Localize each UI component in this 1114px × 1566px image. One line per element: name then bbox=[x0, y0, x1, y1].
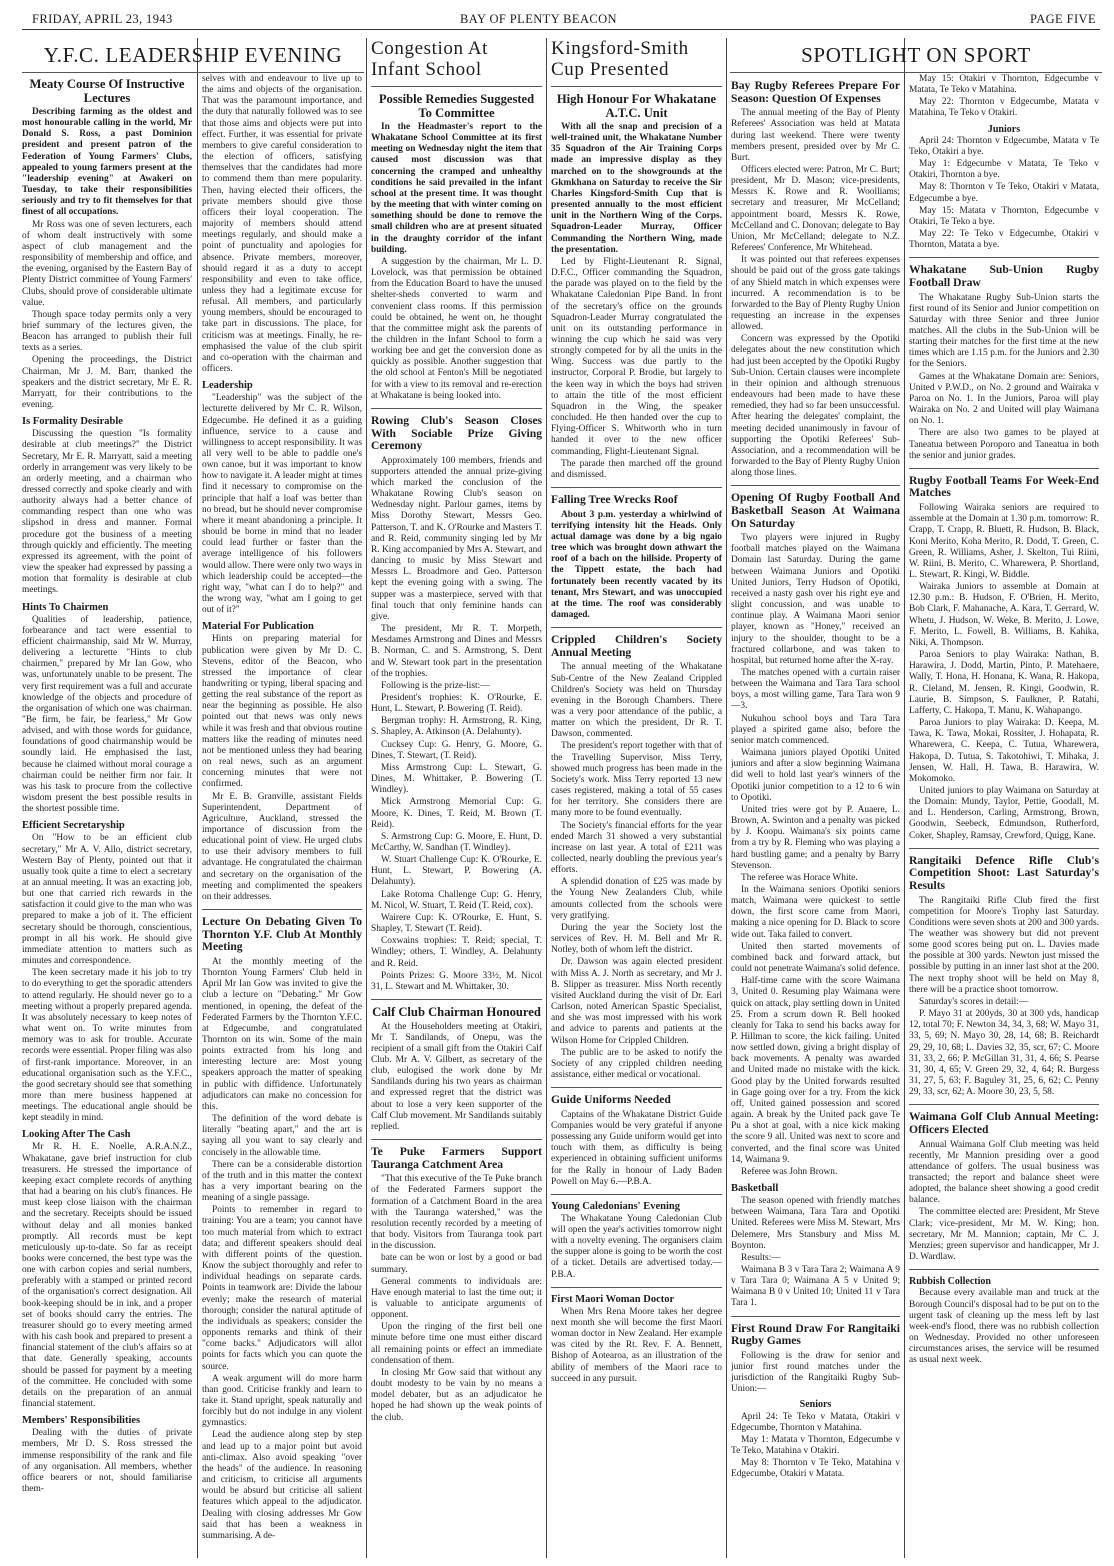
paragraph: Led by Flight-Lieutenant R. Signal, D.F.C., Officer commanding the Squadron, the parade was played on to the field by the Whakatane Caledonian Pipe Band. In front of the secretary's office on the grounds Squadron-Leader Murray congratulated the unit on its outstanding performance in winning the cup which he said was very strongly competed for by all the units in the Wing. Success was due partly to the instructor, Corporal P. Brodie, but largely to the keen way in which the boys had striven to attain the title of the most efficient Squadron in the Wing, the speaker concluded. He then handed over the cup to Flying-Officer S. Whitworth who in turn handed it over to the new officer commanding, Flight-Lieutenant Signal. bbox=[551, 256, 722, 457]
paragraph: Concern was expressed by the Opotiki delegates about the new constitution which had just been accepted by the Opotiki Rugby Sub-Union. Certain clauses were incomplete in their opinion and although strenuous endeavours had been made to have these remedied, they had so far been unsuccessful. After hearing the delegates' complaint, the meeting decided unanimously in favour of supporting the Opotiki Referees' Sub-Association, and a recommendation will be forwarded to the Bay of Plenty Rugby Union along those lines. bbox=[731, 334, 900, 479]
article-lead: In the Headmaster's report to the Whakatane School Committee at its first meeting on Wednesday night the item that caused most discussion was that concerning the cramped and unhealthy conditions he said prevailed in the infant school at the present time. It was thought by the meeting that with winter coming on something should be done to remove the small children who are at present situated in the draughty corridor of the infant building. bbox=[371, 122, 542, 255]
paragraph: Half-time came with the score Waimana 3, United 0. Resuming play Waimana were quick on attack, play settling down in United 25. From a scrum down R. Bell hooked cleanly for Taka to send his backs away for P. Hillman to score, the kick failing. United now settled down, giving a bright display of back movements. A penalty was awarded and United made no mistake with the kick. Good play by the United forwards resulted in Gage going over for a try. From the kick off, United gained possession and scored again. A break by the United pack gave Te Pu a shot at goal, with a nice kick making the score 9 all. United was next to score and converted, and the final score was United 14, Waimana 9. bbox=[731, 976, 900, 1165]
article-headline: Bay Rugby Referees Prepare For Season: Question Of Expenses bbox=[731, 79, 900, 105]
masthead bbox=[22, 10, 1100, 30]
paragraph: The matches opened with a curtain raiser between the Waimana and Tara Tara school boys, a most willing game, Tara Tara won 9—3. bbox=[731, 668, 900, 712]
article-headline: Crippled Children's Society Annual Meeting bbox=[551, 633, 722, 659]
paragraph: President's trophies: K. O'Rourke, E. Hunt, L. Stewart, P. Bowering (T. Reid). bbox=[371, 692, 542, 715]
grade-heading: Juniors bbox=[987, 123, 1021, 135]
article-headline: Guide Uniforms Needed bbox=[551, 1093, 671, 1107]
paragraph: Though space today permits only a very brief summary of the lectures given, the Beacon has arranged to publish their full texts as a series. bbox=[22, 309, 192, 354]
paragraph: Waimana juniors played Opotiki United juniors and after a slow beginning Waimana did well to hold last year's winners of the Opotiki junior competition to a 12 to 6 win to Opotiki. bbox=[731, 748, 900, 803]
paragraph: Two players were injured in Rugby football matches played on the Waimana Domain last Saturday. During the game between Waimana Juniors and Opotiki United Juniors, Terry Hudson of Opotiki, received a nasty gash over his right eye and slight concussion, and was unable to continue play. A Waimana Maori senior player, known as "Honey," received an injury to the shoulder, thought to be a fractured collarbone, and was taken to hospital, but returned home after the X-ray. bbox=[731, 533, 900, 666]
paragraph: The parade then marched off the ground and dismissed. bbox=[551, 458, 722, 480]
paragraph: Referee was John Brown. bbox=[741, 1166, 838, 1177]
column-3 bbox=[371, 38, 542, 1560]
paragraph: Because every available man and truck at the Borough Council's disposal had to be put on to the urgent task of cleaning up the mess left by last week-end's flood, there was no rubbish collection on Wednesday. Provided no other unforeseen circumstances arises, the service will be resumed as usual next week. bbox=[909, 1288, 1099, 1366]
paragraph: P. Mayo 31 at 200yds, 30 at 300 yds, handicap 12, total 70; F. Newton 34, 34, 3, 68; W. Mayo 31, 33, 5, 69; N. Mayo 30, 28, 14, 68; B. Reichardt 29, 29, 10, 68; L. Davies 32, 35, scr, 67; C. Moore 31, 33, 2, 66; P. McGillan 31, 31, 4, 66; S. Pearse 31, 30, 4, 65; V. Green 29, 32, 4, 64; R. Burgess 31, 27, 5, 63; F. Baguley 31, 25, 6, 62; C. Penny 29, 33, scr, 62; A. Moore 30, 23, 5, 58. bbox=[909, 1009, 1099, 1098]
subheading: Efficient Secretaryship bbox=[22, 820, 125, 832]
paragraph: Miss Armstrong Cup: L. Stewart, G. Dines, M. Whittaker, P. Bowering (T. Windley). bbox=[371, 762, 542, 796]
paragraph: The definition of the word debate is literally "beating apart," and the art is saying all you want to say clearly and concisely in the allowable time. bbox=[202, 1114, 362, 1158]
paragraph: April 24: Te Teko v Matata, Otakiri v Edgecumbe, Thornton v Matahina. bbox=[731, 1411, 900, 1433]
column-4 bbox=[551, 38, 722, 1560]
column-2 bbox=[202, 74, 362, 1560]
paragraph: At the Householders meeting at Otakiri, Mr T. Sandilands, of Onepu, was the recipient of a small gift from the Otakiri Calf Club. Mr A. V. Gilbert, as secretary of the club, eulogised the work done by Mr Sandilands during his two years as chairman and expressed regret that the district was about to lose a very keen supporter of the Calf Club movement. Mr Sandilands suitably replied. bbox=[371, 1021, 542, 1132]
paragraph: Mr E. B. Granville, assistant Fields Superintendent, Department of Agriculture, Auckland, stressed the importance of discussion from the educational point of view. He urged clubs to use their advisory members to full advantage. He congratulated the chairman and secretary on the organisation of the meeting and complimented the speakers on their addresses. bbox=[202, 791, 362, 902]
paragraph: May 15: Otakiri v Thornton, Edgecumbe v Matata, Te Teko v Matahina. bbox=[909, 74, 1099, 96]
paragraph: The Whakatane Young Caledonian Club will open the year's activities tomorrow night with a novelty evening. The organisers claim the supper alone is going to be worth the cost of a ticket. Details are advertised today.—P.B.A. bbox=[551, 1213, 722, 1280]
article-headline: First Round Draw For Rangitaiki Rugby Games bbox=[731, 1321, 900, 1348]
paragraph: Upon the ringing of the first bell one minute before time one must either discard all remaining points or effect an immediate condensation of them. bbox=[371, 1322, 542, 1366]
paragraph: Games at the Whakatane Domain are: Seniors, United v P.W.D., on No. 2 ground and Wairaka v Paroa on No. 1. In the Juniors, Paroa will play Wairaka on No. 2 and United will play Waimana on No. 1. bbox=[909, 371, 1099, 427]
paragraph: Qualities of leadership, patience, forbearance and tact were essential to efficient chairmanship, said Mr W. Murray, delivering a lecturette "Hints to club chairmen," prepared by Mr Ian Gow, who was, unfortunately unable to be present. The very first requirement was a full and accurate knowledge of the objects and procedure of the organisation of which one was chairman. "Be firm, be fair, be fearless," Mr Gow advised, and with those words for guidance, foundations of good chairmanship would be soundly laid. He emphasised the last, because he claimed without moral courage a chairman could be neither firm nor fair. It was his task to procure from the collective wisdom present the best possible results in the shortest possible time. bbox=[22, 614, 192, 815]
subheading: Is Formality Desirable bbox=[22, 416, 123, 428]
paragraph: Wairere Cup: K. O'Rourke, E. Hunt, S. Shapley, T. Stewart (T. Reid). bbox=[371, 912, 542, 935]
article-headline: Waimana Golf Club Annual Meeting: Officers Elected bbox=[909, 1110, 1099, 1136]
subheading: Members' Responsibilities bbox=[22, 1415, 141, 1427]
paragraph: S. Armstrong Cup: G. Moore, E. Hunt, D. McCarthy, W. Sandhan (T. Windley). bbox=[371, 831, 542, 853]
paragraph: "Leadership" was the subject of the lecturette delivered by Mr C. R. Wilson, Edgecumbe. He defined it as a guiding influence, service to a cause and willingness to accept responsibility. It was all very well to be able to paddle one's own canoe, but it was important to know how to navigate it. A leader might at times find it necessary to compromise on the principle that half a loaf was better than no bread, but he should never compromise where it meant abandoning a principle. It should be borne in mind that no leader could lead further or faster than the average intelligence of his followers would allow. There were only two ways in which leadership could be accepted—the right way, "what can I do to help?" and the wrong way, "what am I going to get out of it?" bbox=[202, 393, 362, 616]
paragraph: May 22: Thornton v Edgecumbe, Matata v Matahina, Te Teko v Otakiri. bbox=[909, 97, 1099, 119]
paragraph: The keen secretary made it his job to try to do everything to get the sporadic attenders to attend regularly. He should never go to a meeting without a properly prepared agenda. It was absolutely necessary to keep notes of what went on. To write minutes from memory was to ask for trouble. Accurate records were essential. Proper filing was also of first-rank importance. Moreover, in an educational organisation such as the Y.F.C., the good secretary should see that something more than mere business happened at meetings. The educational angle should be kept steadily in mind. bbox=[22, 968, 192, 1124]
paragraph: Nukuhou school boys and Tara Tara played a spirited game also, before the senior match commenced. bbox=[731, 713, 900, 746]
paragraph: May 22: Te Teko v Edgecumbe, Otakiri v Thornton, Matata a bye. bbox=[909, 229, 1099, 251]
paragraph: There can be a considerable distortion of the truth and in this matter the context has a very important bearing on the meaning of a single passage. bbox=[202, 1159, 362, 1204]
article-headline: Meaty Course Of Instructive Lectures bbox=[29, 77, 185, 105]
paragraph: A weak argument will do more harm than good. Criticise frankly and learn to take it. Stand upright, speak naturally and forcibly but do not indulge in any violent gymnastics. bbox=[202, 1373, 362, 1429]
paragraph: May 1: Edgecumbe v Matata, Te Teko v Otakiri, Thornton a bye. bbox=[909, 159, 1099, 181]
paragraph: United then started movements of combined back and forward attack, but could not penetrate Waimana's solid defence. bbox=[731, 941, 900, 975]
column-6 bbox=[909, 74, 1099, 1560]
paragraph: Dealing with the duties of private members, Mr D. S. Ross stressed the immense responsibility of the rank and file of any organisation. All members, whether office bearers or not, should familiarise them- bbox=[22, 1428, 192, 1494]
paragraph: Waimana B 3 v Tara Tara 2; Waimana A 9 v Tara Tara 0; Waimana A 5 v United 9; Waimana B 0 v United 10; United 11 v Tara Tara 1. bbox=[731, 1264, 900, 1309]
article-headline: Rowing Club's Season Closes With Sociable Prize Giving Ceremony bbox=[371, 413, 542, 453]
paragraph: May 15: Matata v Thornton, Edgecumbe v Otakiri, Te Teko a bye. bbox=[909, 205, 1099, 227]
column-rule bbox=[366, 38, 367, 1558]
paragraph: Following is the draw for senior and junior first round matches under the jurisdiction of the Rangitaiki Rugby Sub-Union:— bbox=[731, 1350, 900, 1395]
column-rule bbox=[904, 38, 905, 1558]
article-headline: Rugby Football Teams For Week-End Matches bbox=[909, 473, 1099, 500]
article-headline: Calf Club Chairman Honoured bbox=[372, 1005, 541, 1020]
paragraph: Officers elected were: Patron, Mr C. Burt; president, Mr D. Mason; vice-presidents, Messrs K. Rowe and R. Woolliams; secretary and treasurer, Mr McCelland; appointment board, Messrs K. Rowe, McCelland and C. Donovan; delegate to Bay Union, Mr McCelland; delegate to N.Z. Referees' Conference, Mr Whitehead. bbox=[731, 164, 900, 254]
paragraph: It was pointed out that referees expenses should be paid out of the gross gate takings of any Shield match in which expenses were incurred. A recommendation is to be forwarded to the Bay of Plenty Rugby Union requesting an increase in the expenses allowed. bbox=[731, 255, 900, 333]
paragraph: Captains of the Whakatane District Guide Companies would be very grateful if anyone possessing any Guide uniform would get into touch with them, as difficulty is being experienced in obtaining sufficient uniforms for the Rally in honour of Lady Baden Powell on May 6.—P.B.A. bbox=[551, 1109, 722, 1187]
paper-name: BAY OF PLENTY BEACON bbox=[460, 12, 617, 26]
column-rule bbox=[546, 38, 547, 1558]
paragraph: bate can be won or lost by a good or bad summary. bbox=[371, 1253, 542, 1275]
paragraph: In closing Mr Gow said that without any doubt modesty to be vain by no means a model debater, but as an adjudicator he hoped he had shown up the weak points of the club. bbox=[371, 1367, 542, 1423]
paragraph: Paroa Seniors to play Wairaka: Nathan, B. Harawira, J. Dodd, Martin, Pinto, P. Matehaere, Wally, T. Hona, H. Honana, K. Wana, R. Hakopa, R. Cleland, M. Jensen, R. Kingi, Goodwin, R. Laurie, B. Simpson, S. Faulkner, P. Ratahi, Lafferty, C. Hakopa, T. Manu, K. Wahapango. bbox=[909, 650, 1099, 716]
paragraph: Following Wairaka seniors are required to assemble at the Domain at 1.30 p.m. tomorrow: R. Crapp, T. Crapp, R. Bluett, R. Hudson, B. Black, Koni Merito, Koha Merito, R. Dodd, T. Green, C. Green, R. Williams, Asher, J. Skelton, Tui Riini, W. Riini, B. Merito, C. Wharewera, P. Shortland, L. Stewart, R. Kingi, W. Biddle. bbox=[909, 503, 1099, 580]
divider bbox=[371, 999, 542, 1000]
article-lead: About 3 p.m. yesterday a whirlwind of terrifying intensity hit the Heads. Only actual damage was done by a big ngaio tree which was brought down athwart the roof of a bach on the hillside. Property of the Tippett estate, the bach had fortunately been recently vacated by its tenant, Mrs Stewart, and was unoccupied at the time. The roof was considerably damaged. bbox=[551, 509, 722, 620]
article-subheadline: High Honour For Whakatane A.T.C. Unit bbox=[556, 92, 717, 120]
subheading: Looking After The Cash bbox=[22, 1129, 131, 1141]
paragraph: The Whakatane Rugby Sub-Union starts the first round of its Senior and Junior competition on Saturday with three Senior and three Junior matches. All the clubs in the Sub-Union will be starting their matches for the first time at the new times which are 1.15 p.m. for the Juniors and 2.30 for the Seniors. bbox=[909, 292, 1099, 370]
paragraph: Discussing the question "Is formality desirable at club meetings?" the District Secretary, Mr E. R. Marryatt, said a meeting orderly in arrangement was very likely to be an orderly meeting, and a chairman who dressed correctly and spoke clearly and with authority always had a better chance of commanding respect than one who was slipshod in dress and manner. Formal procedure got the business of a meeting through quickly and efficiently. The meeting expressed its agreement, with the point of view the speaker had expressed by passing a motion that formality is desirable at club meetings. bbox=[22, 429, 192, 596]
paragraph: Bergman trophy: H. Armstrong, R. King, S. Shapley, A. Atkinson (A. Delahunty). bbox=[371, 716, 542, 738]
paragraph: W. Stuart Challenge Cup: K. O'Rourke, E. Hunt, L. Stewart, P. Bowering (A. Delahunty). bbox=[371, 855, 542, 888]
paragraph: At the monthly meeting of the Thornton Young Farmers' Club held in April Mr Ian Gow was invited to give the club a lecture on "Debating." Mr Gow mentioned, in opening, the defeat of the Federated Farmers by the Thornton Y.F.C. at Edgecumbe, and congratulated Thornton on its win. Some of the main points extracted from his long and interesting lecture are: Most young speakers approach the matter of speaking in public with diffidence. Unfortunately adjudicators can make no concession for this. bbox=[202, 956, 362, 1112]
divider bbox=[909, 1104, 1099, 1105]
paragraph: selves with and endeavour to live up to the aims and objects of the organisation. That was the paramount importance, and the duty that naturally followed was to see that those aims and objects were put into effect. Further, it was essential for private members to give careful consideration to the election of officers, satisfying themselves that the candidates had more to commend them than mere popularity. Then, having elected their officers, the private members should give those officers their loyal cooperation. The majority of members should attend meetings regularly, and should make a point of punctuality and apologies for absence. Private members, moreover, should regard it as a duty to accept responsibility and even to take office, unless they had a legitimate excuse for refusal. All members, and particularly young members, should be encouraged to take part in discussions. The place, for criticism was at meetings. Finally, he re-emphasised the value of the club spirit and co-operation with the chairman and officers. bbox=[202, 74, 362, 375]
paragraph: The season opened with friendly matches between Waimana, Tara Tara and Opotiki United. Referees were Miss M. Stewart, Mrs Delemere, Mrs Stansbury and Miss M. Boynton. bbox=[731, 1196, 900, 1251]
paragraph: Cucksey Cup: G. Henry, G. Moore, G. Dines, T. Stewart, (T. Reid). bbox=[371, 739, 542, 761]
paragraph: Results:— bbox=[741, 1252, 781, 1263]
divider bbox=[371, 408, 542, 409]
article-headline: Rubbish Collection bbox=[909, 1276, 991, 1288]
article-lead: With all the snap and precision of a well-trained unit, the Whakatane Number 35 Squadron of the Air Training Corps made an impressive display as they marched on to the showgrounds at the Gkmkhana on Saturday to receive the Sir Charles Kingsford-Smith Cup that is presented annually to the most efficient unit in the Northern Wing of the Corps. Squadron-Leader Murray, Officer Commanding the Northern Wing, made the presentation. bbox=[551, 122, 722, 255]
page-number: PAGE FIVE bbox=[1030, 12, 1096, 26]
congestion-headline: Congestion At Infant School bbox=[371, 38, 542, 87]
paragraph: The annual meeting of the Whakatane Sub-Centre of the New Zealand Crippled Children's Society was held on Thursday evening in the Borough Chambers. There was a very poor attendance of the public, a matter on which the president, Dr R. T. Dawson, commented. bbox=[551, 662, 722, 740]
paragraph: The Society's financial efforts for the year ended March 31 showed a very substantial increase on last year. A total of £211 was collected, nearly doubling the previous year's efforts. bbox=[551, 820, 722, 876]
divider bbox=[909, 848, 1099, 849]
divider bbox=[909, 468, 1099, 469]
paragraph: There are also two games to be played at Taneatua between Poroporo and Taneatua in both the senior and junior grades. bbox=[909, 428, 1099, 461]
paragraph: The committee elected are: President, Mr Steve Clark; vice-president, Mr M. W. King; hon. secretary, Mr M. Mannion; captain, Mr C. J. Menzies; green supervisor and handicapper, Mr J. D. Wardlaw. bbox=[909, 1207, 1099, 1263]
paragraph: Opening the proceedings, the District Chairman, Mr J. M. Barr, thanked the speakers and the district secretary, Mr E. R. Marryatt, for their contributions to the evening. bbox=[22, 355, 192, 411]
article-headline: Falling Tree Wrecks Roof bbox=[551, 493, 678, 506]
paragraph: Dr. Dawson was again elected president with Miss A. J. North as secretary, and Mr J. B. Slipper as treasurer. Miss North recently visited Auckland during the visit of Dr. Earl Carlson, noted American Spastic Specialist, and she was most impressed with his work and advice to parents and patients at the Wilson Home for Crippled Children. bbox=[551, 957, 722, 1046]
paragraph: A splendid donation of £25 was made by the Young New Zealanders Club, while amounts collected from the schools were very gratifying. bbox=[551, 877, 722, 921]
paragraph: Wairaka Juniors to assemble at Domain at 12.30 p.m.: B. Hudson, F. O'Brien, H. Merito, Bob Clark, F. Mahanache, A. Kara, T. Gerrard, W. Whetu, J. Hudson, W. Weke, B. Merito, J. Lowe, F. Merito, L. Fowell, B. Williams, B. Kahika, Niki, A. Thompson. bbox=[909, 582, 1099, 648]
paragraph: The referee was Horace White. bbox=[741, 872, 858, 883]
paragraph: Saturday's scores in detail:— bbox=[919, 996, 1029, 1007]
paragraph: Coxwains trophies: T. Reid; special, T. Windley; others, T. Windley, A. Delahunty and R. Reid. bbox=[371, 936, 542, 969]
paragraph: Hints on preparing material for publication were given by Mr D. C. Stevens, editor of the Beacon, who stressed the importance of clear handwriting or typing, liberal spacing and getting the real substance of the report as near the beginning as possible. He also pointed out that news was only news while it was fresh and that obvious routine matters like the reading of minutes need not be mentioned unless they had bearing on real news, such as an argument concerning minutes that were not confirmed. bbox=[202, 634, 362, 790]
paragraph: Mick Armstrong Memorial Cup: G. Moore, K. Dines, T. Reid, M. Brown (T. Reid). bbox=[371, 797, 542, 830]
paragraph: May 1: Matata v Thornton, Edgecumbe v Te Teko, Matahina v Otakiri. bbox=[731, 1434, 900, 1457]
paragraph: The president, Mr R. T. Morpeth, Mesdames Armstrong and Dines and Messrs B. Norman, C. and S. Armstrong, S. Dent and W. Stewart took part in the presentation of the trophies. bbox=[371, 624, 542, 679]
paragraph: Lead the audience along step by step and lead up to a major point but avoid anti-climax. Also avoid speaking "over the heads" of the audience. In reasoning and criticism, to criticise all arguments would be absurd but criticise all salient features which appeal to the adjudicator. Dealing with closing addresses Mr Gow said that has been a weakness in summarising. A de- bbox=[202, 1430, 362, 1541]
divider bbox=[551, 487, 722, 488]
yfc-banner-headline: Y.F.C. LEADERSHIP EVENING bbox=[22, 44, 364, 73]
paragraph: Annual Waimana Golf Club meeting was held recently, Mr Mannion presiding over a good attendance of golfers. The usual business was transacted; the report and balance sheet were adopted, the balance sheet showing a good credit balance. bbox=[909, 1139, 1099, 1206]
paragraph: Points to remember in regard to training: You are a team; you cannot have too much material from which to extract data; and different speakers should deal with different points of the question. Know the subject thoroughly and refer to individual headings on separate cards. Points in teamwork are: Divide the labour evenly; make the research of material thorough; consider the natural aptitude of the individuals as speakers; consider the opponents remarks and think of their "come backs." Adjudicators will allot points for facts which you can quote the source. bbox=[202, 1205, 362, 1372]
subheading: Basketball bbox=[731, 1183, 779, 1195]
paragraph: Paroa Juniors to play Wairaka: D. Keepa, M. Tawa, K. Tawa, Mokai, Rossiter, J. Hohapata, R. Wharewera, C. Keepa, C. Tutua, Wharewera, Hakopa, D. Tutua, S. Takotohiwi, T. Mihaka, J. Jensen, W. Hall, H. Tawa, B. Harawira, W. Mokomoko. bbox=[909, 718, 1099, 784]
divider bbox=[731, 1316, 900, 1317]
subheading: Material For Publication bbox=[202, 621, 314, 633]
paragraph: Mr R. H. E. Noelle, A.R.A.N.Z., Whakatane, gave brief instruction for club treasurers. He stressed the importance of keeping exact complete records of anything that had a bearing on his club's finances. He must keep close liaison with the chairman and the secretary. Receipts should be issued without delay and all monies banked promptly. All records must be kept meticulously up-to-date. So far as receipt books were concerned, the best type was the one with carbon copies and serial numbers, preferably with a stamped or printed record of the organisation's correct designation. All book-keeping should be in ink, and a proper set of books should carry the entries. The treasurer should go to every meeting armed with his cash book and prepared to present a financial statement of the club's affairs so at that date. Generally speaking, accounts should be passed for payment by a meeting of the committee. He concluded with some details on the preparation of an annual financial statement. bbox=[22, 1142, 192, 1410]
column-rule bbox=[197, 38, 198, 1558]
paragraph: The annual meeting of the Bay of Plenty Referees' Association was held at Matata during last weekend. There were twenty members present, presided over by Mr C. Burt. bbox=[731, 108, 900, 163]
paragraph: The president's report together with that of the Travelling Supervisor, Miss Terry, showed much progress has been made in the Society's work. Miss Terry reported 13 new cases registered, making a total of 55 cases for her territory. She considers there are many more to be found eventually. bbox=[551, 741, 722, 819]
article-headline: Te Puke Farmers Support Tauranga Catchment Area bbox=[371, 1145, 542, 1171]
paragraph: Points Prizes: G. Moore 33½, M. Nicol 31, L. Stewart and M. Whittaker, 30. bbox=[371, 970, 542, 992]
paragraph: Lake Rotoma Challenge Cup: G. Henry, M. Nicol, W. Stuart, T. Reid (T. Reid, cox). bbox=[371, 889, 542, 911]
paragraph: The Rangitaiki Rifle Club fired the first competition for Moore's Trophy last Saturday. Conditions were seven shots at 200 and 300 yards. The weather was showery but did not prevent some good scores being put on. L. Davies made the possible at 300 yards. Newton just missed the possible by putting in an inner last shot at the 200. The next trophy shoot will be held on May 8, there will be a practice shoot tomorrow. bbox=[909, 895, 1099, 995]
article-subheadline: Possible Remedies Suggested To Committee bbox=[378, 92, 535, 120]
paragraph: United tries were got by P. Auaere, L. Brown, A. Swinton and a penalty was picked by J. Koopu. Waimana's six points came from a try by R. Fleming who was playing a hard bustling game; and a penalty by Barry Stevenson. bbox=[731, 804, 900, 871]
paragraph: Approximately 100 members, friends and supporters attended the annual prize-giving which marked the conclusion of the Whakatane Rowing Club's season on Wednesday night. Parlour games, items by Miss Dorothy Stewart, Messrs Geo. Patterson, T. and K. O'Rourke and Masters T. and R. Reid, community singing led by Mr R. King accompanied by Mrs A. Stewart, and dancing to music by Miss Stewart and Messrs L. Broadmore and Geo. Patterson kept the evening going with a swing. The supper was a masterpiece, served with that final touch that only feminine hands can give. bbox=[371, 455, 542, 622]
sport-banner-headline: SPOTLIGHT ON SPORT bbox=[730, 44, 1102, 73]
divider bbox=[551, 1087, 722, 1088]
paragraph: In the Waimana seniors Opotiki seniors match, Waimana were quickest to settle down, the first score came from Maori, making a nice opening for D. Black to score wide out. Taka failed to convert. bbox=[731, 884, 900, 940]
paragraph: May 8: Thornton v Te Teko, Matahina v Edgecumbe, Otakiri v Matata. bbox=[731, 1458, 900, 1480]
column-5 bbox=[731, 74, 900, 1560]
divider bbox=[371, 1139, 542, 1140]
article-headline: Young Caledonians' Evening bbox=[551, 1200, 680, 1212]
article-headline: Rangitaiki Defence Rifle Club's Competition Shoot: Last Saturday's Results bbox=[909, 853, 1099, 892]
column-rule bbox=[726, 38, 727, 1558]
column-1 bbox=[22, 74, 192, 1560]
article-lead: Describing farming as the oldest and most honourable calling in the world, Mr Donald S. Ross, a past Dominion president and present patron of the Federation of Young Farmers' Clubs, appealed to young farmers present at the "leadership evening" at Awakeri on Tuesday, to take their responsibilities seriously and try to fit themselves for that finest of all occupations. bbox=[22, 107, 192, 218]
divider bbox=[909, 1269, 1099, 1270]
divider bbox=[551, 1194, 722, 1195]
subheading: Hints To Chairmen bbox=[22, 601, 109, 613]
grade-heading: Seniors bbox=[799, 1399, 832, 1411]
subheading: Leadership bbox=[202, 380, 253, 392]
divider bbox=[909, 257, 1099, 258]
paragraph: When Mrs Rena Moore takes her degree next month she will become the first Maori woman doctor in New Zealand. Her example was cited by the Rt. Rev. F. A. Bennett, Bishop of Aotearoa, as an illustration of the ability of members of the Maori race to succeed in any pursuit. bbox=[551, 1306, 722, 1384]
divider bbox=[551, 1287, 722, 1288]
paragraph: Mr Ross was one of seven lecturers, each of whom dealt instructively with some aspect of club management and the responsibility of membership and office, and the evening, organised by the Eastern Bay of Plenty District committee of Young Farmers' Clubs, should prove of considerable ultimate value. bbox=[22, 219, 192, 308]
article-headline: Opening Of Rugby Football And Basketball Season At Waimana On Saturday bbox=[731, 491, 900, 530]
article-headline: First Maori Woman Doctor bbox=[551, 1293, 675, 1305]
divider bbox=[202, 909, 362, 910]
divider bbox=[731, 485, 900, 486]
cup-headline: Kingsford-Smith Cup Presented bbox=[551, 38, 722, 87]
paragraph: May 8: Thornton v Te Teko, Otakiri v Matata, Edgecumbe a bye. bbox=[909, 182, 1099, 204]
divider bbox=[551, 627, 722, 628]
paragraph: April 24: Thornton v Edgecumbe, Matata v Te Teko, Otakiri a bye. bbox=[909, 135, 1099, 157]
paragraph: A suggestion by the chairman, Mr L. D. Lovelock, was that permission be obtained from the Education Board to have the unused shelter-sheds converted to warm and convenient class rooms. If this permission could be obtained, he went on, he thought that the committee might ask the parents of the children in the Infant School to form a working bee and get the conversion done as quickly as possible. Another suggestion that the old school at Fenton's Mill be negotiated for with a view to its removal and re-erection at Whakatane is being looked into. bbox=[371, 256, 542, 401]
article-headline: Lecture On Debating Given To Thornton Y.F. Club At Monthly Meeting bbox=[202, 915, 362, 954]
paragraph: On "How to be an efficient club secretary," Mr A. V. Allo, district secretary, Western Bay of Plenty, pointed out that it usually took quite a time to elect a secretary at an annual meeting. It was an exacting job, but one that carried rich rewards in the satisfaction it could give to the man who was prepared to make a job of it. The efficient secretary should be thorough, conscientious, prompt in all his work. He should give immediate attention to matters such as minutes and correspondence. bbox=[22, 833, 192, 967]
paragraph: During the year the Society lost the services of Rev. H. M. Bell and Mr R. Notley, both of whom left the district. bbox=[551, 922, 722, 956]
paragraph: "That this executive of the Te Puke branch of the Federated Farmers support the formation of a Catchment Board in the area with the Tauranga watershed," was the resolution recently recorded by a meeting of that body. Visitors from Tauranga took part in the discussion. bbox=[371, 1174, 542, 1252]
paragraph: The public are to be asked to notify the Society of any crippled children needing assistance, either medical or vocational. bbox=[551, 1047, 722, 1080]
article-headline: Whakatane Sub-Union Rugby Football Draw bbox=[909, 263, 1099, 289]
issue-date: FRIDAY, APRIL 23, 1943 bbox=[32, 12, 173, 26]
paragraph: Following is the prize-list:— bbox=[381, 680, 490, 691]
paragraph: General comments to individuals are: Have enough material to last the time out; it is valuable to anticipate arguments of opponent. bbox=[371, 1276, 542, 1321]
paragraph: United juniors to play Waimana on Saturday at the Domain: Mundy, Taylor, Pettie, Goodall, M. and L. Henderson, Carling, Armstrong, Brown, Goodwin, Seebeck, Edmundson, Rutherford, Coker, Shapley, Ramsay, Crewford, Quigg, Kane. bbox=[909, 785, 1099, 841]
